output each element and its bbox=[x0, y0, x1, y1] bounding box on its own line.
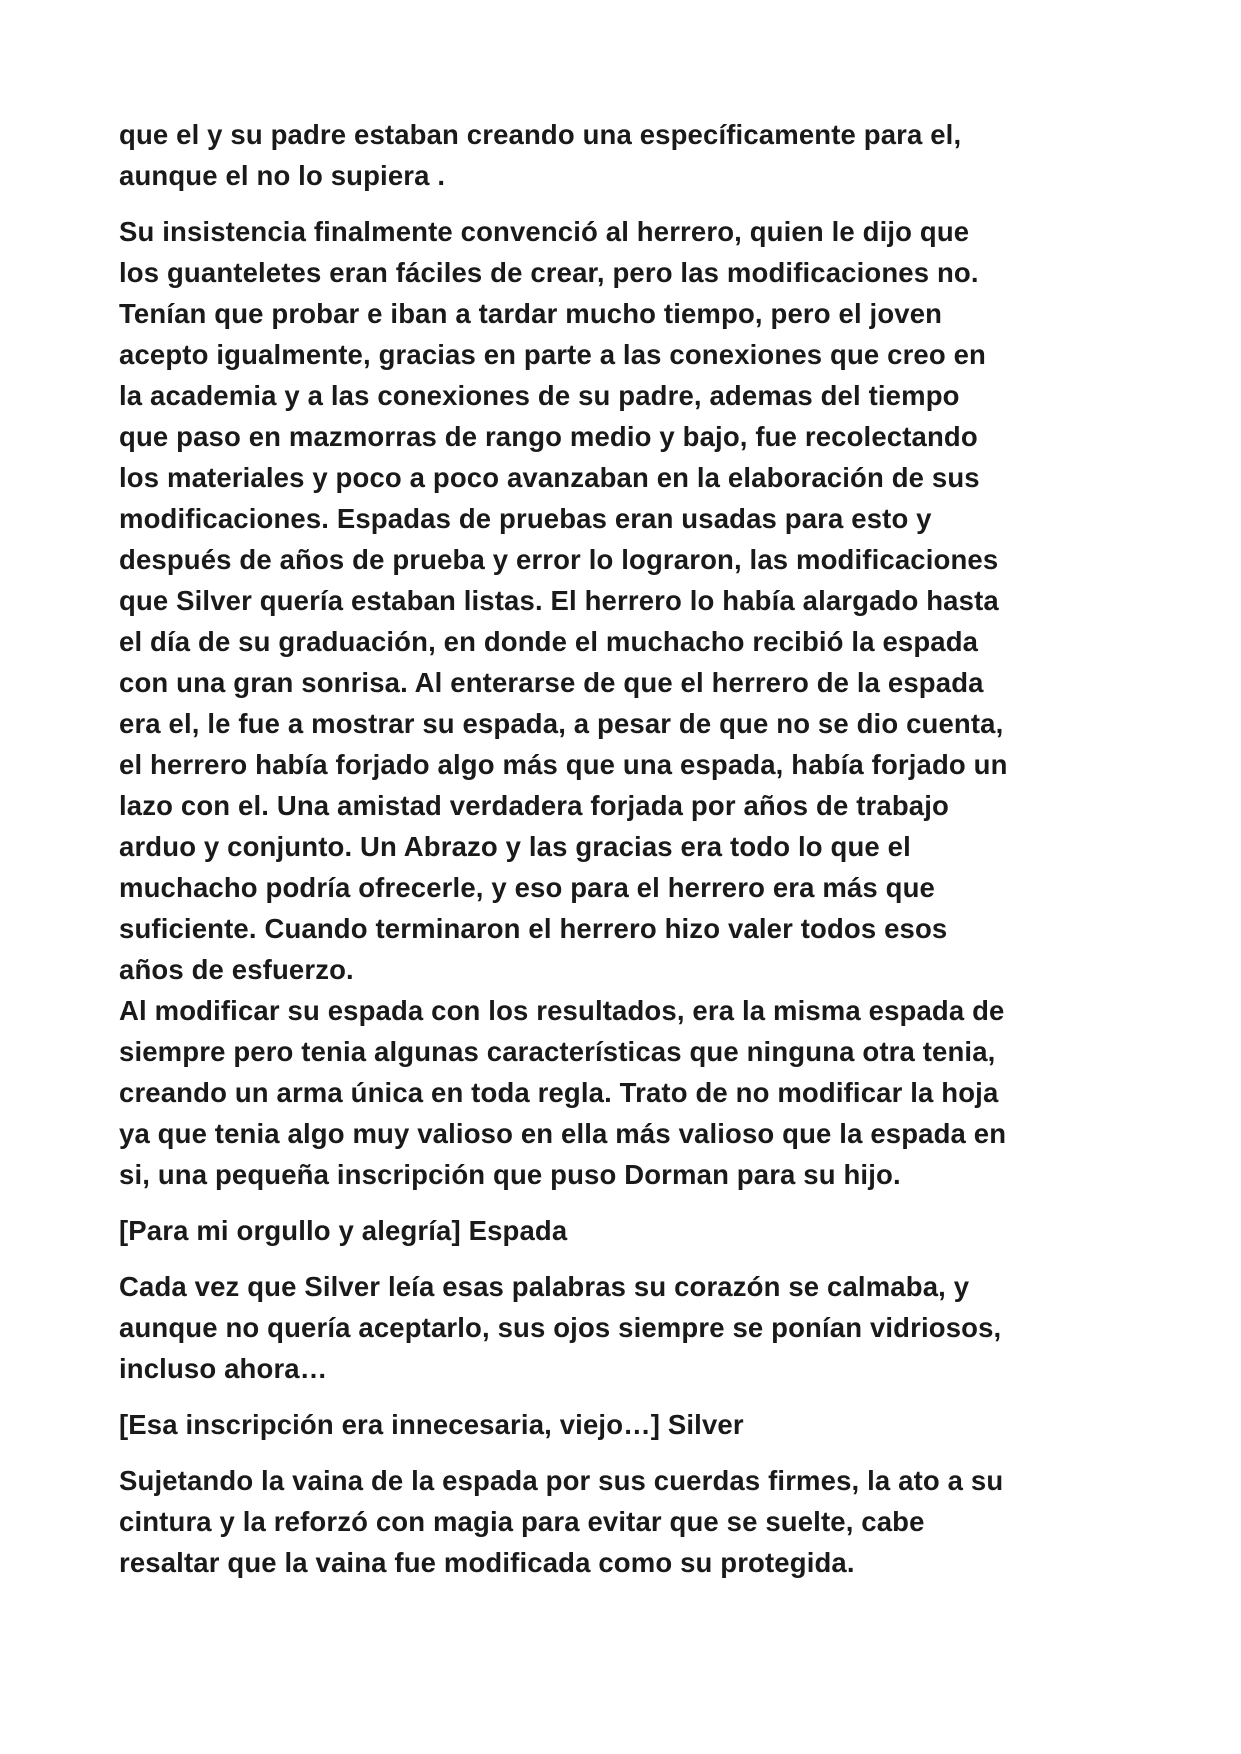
text-line: siempre pero tenia algunas características que ninguna otra tenia, bbox=[119, 1036, 996, 1067]
text-line: suficiente. Cuando terminaron el herrero hizo valer todos esos bbox=[119, 913, 948, 944]
paragraph-2 bbox=[119, 211, 1129, 1195]
text-line: que Silver quería estaban listas. El herrero lo había alargado hasta bbox=[119, 585, 999, 616]
paragraph-5 bbox=[119, 1404, 1129, 1445]
text-line: resaltar que la vaina fue modificada como su protegida. bbox=[119, 1547, 855, 1578]
text-line: los materiales y poco a poco avanzaban en la elaboración de sus bbox=[119, 462, 980, 493]
text-line: ya que tenia algo muy valioso en ella más valioso que la espada en bbox=[119, 1118, 1007, 1149]
paragraph-3 bbox=[119, 1210, 1129, 1251]
text-line: el herrero había forjado algo más que una espada, había forjado un bbox=[119, 749, 1008, 780]
text-line: modificaciones. Espadas de pruebas eran usadas para esto y bbox=[119, 503, 932, 534]
paragraph-6 bbox=[119, 1460, 1129, 1583]
text-line: acepto igualmente, gracias en parte a las conexiones que creo en bbox=[119, 339, 987, 370]
text-line: años de esfuerzo. bbox=[119, 954, 354, 985]
text-line: lazo con el. Una amistad verdadera forjada por años de trabajo bbox=[119, 790, 949, 821]
text-line: aunque no quería aceptarlo, sus ojos siempre se ponían vidriosos, bbox=[119, 1312, 1002, 1343]
text-line: con una gran sonrisa. Al enterarse de que el herrero de la espada bbox=[119, 667, 984, 698]
text-line: si, una pequeña inscripción que puso Dorman para su hijo. bbox=[119, 1159, 901, 1190]
text-line: los guanteletes eran fáciles de crear, pero las modificaciones no. bbox=[119, 257, 979, 288]
document-body bbox=[119, 114, 1129, 1583]
paragraph-4 bbox=[119, 1266, 1129, 1389]
text-line: Al modificar su espada con los resultados, era la misma espada de bbox=[119, 995, 1005, 1026]
text-line: después de años de prueba y error lo lograron, las modificaciones bbox=[119, 544, 999, 575]
text-line: incluso ahora… bbox=[119, 1353, 328, 1384]
text-line: aunque el no lo supiera . bbox=[119, 160, 446, 191]
text-line: Cada vez que Silver leía esas palabras su corazón se calmaba, y bbox=[119, 1271, 970, 1302]
text-line: que el y su padre estaban creando una específicamente para el, bbox=[119, 119, 962, 150]
text-line: el día de su graduación, en donde el muchacho recibió la espada bbox=[119, 626, 979, 657]
text-line: [Para mi orgullo y alegría] Espada bbox=[119, 1215, 568, 1246]
text-line: creando un arma única en toda regla. Trato de no modificar la hoja bbox=[119, 1077, 999, 1108]
text-line: era el, le fue a mostrar su espada, a pesar de que no se dio cuenta, bbox=[119, 708, 1004, 739]
text-line: arduo y conjunto. Un Abrazo y las gracias era todo lo que el bbox=[119, 831, 911, 862]
paragraph-1 bbox=[119, 114, 1129, 196]
text-line: Sujetando la vaina de la espada por sus cuerdas firmes, la ato a su bbox=[119, 1465, 1004, 1496]
text-line: que paso en mazmorras de rango medio y bajo, fue recolectando bbox=[119, 421, 978, 452]
text-line: cintura y la reforzó con magia para evitar que se suelte, cabe bbox=[119, 1506, 925, 1537]
text-line: Su insistencia finalmente convenció al herrero, quien le dijo que bbox=[119, 216, 970, 247]
text-line: Tenían que probar e iban a tardar mucho tiempo, pero el joven bbox=[119, 298, 943, 329]
text-line: la academia y a las conexiones de su padre, ademas del tiempo bbox=[119, 380, 960, 411]
text-line: [Esa inscripción era innecesaria, viejo…] Silver bbox=[119, 1409, 744, 1440]
text-line: muchacho podría ofrecerle, y eso para el herrero era más que bbox=[119, 872, 935, 903]
